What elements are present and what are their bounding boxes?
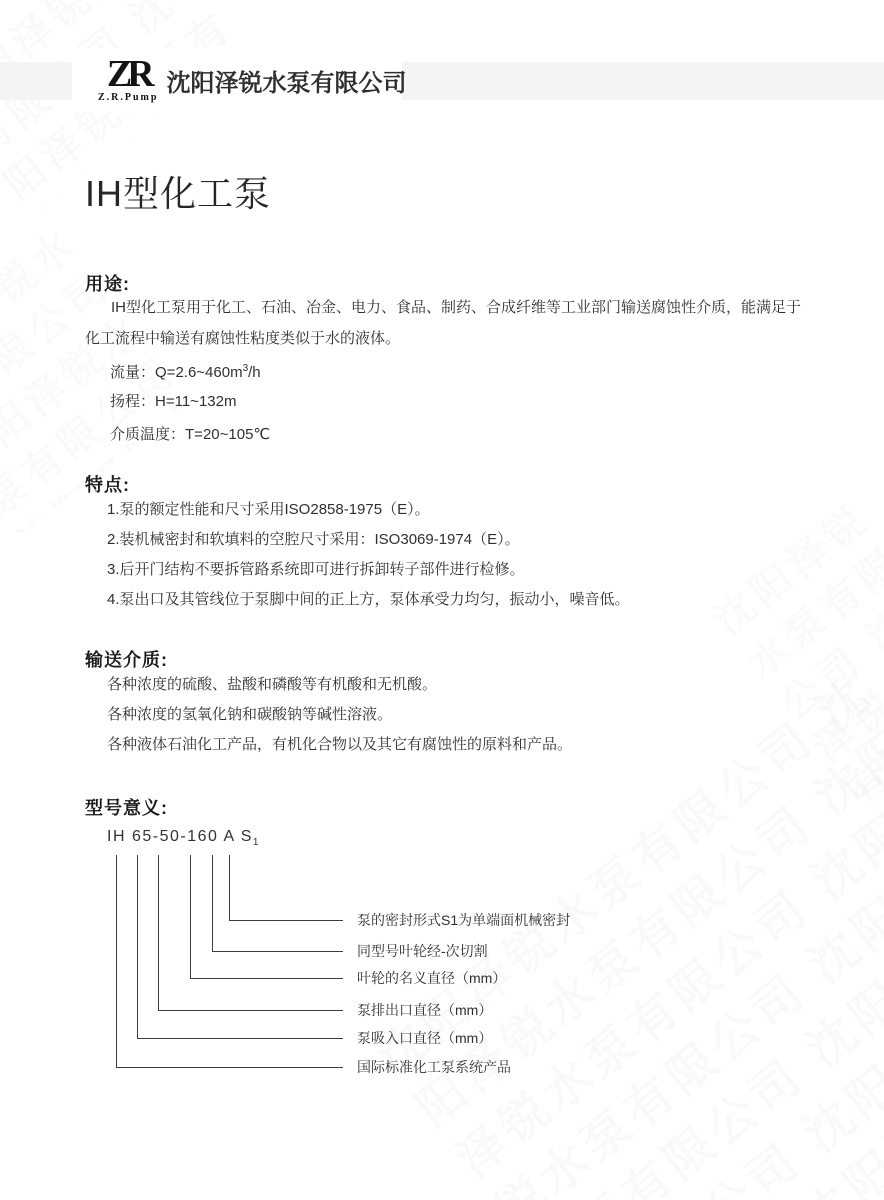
spec-flow-value: Q=2.6~460m [155,364,243,381]
spec-flow-exponent: 3 [242,363,249,374]
spec-flow [110,352,270,385]
company-name: 沈阳泽锐水泵有限公司 [166,69,407,97]
media-list [107,670,572,760]
spec-temperature-value: T=20~105℃ [185,426,271,443]
diagram-label-50: 泵排出口直径（mm） [357,1002,493,1018]
diagram-label-a: 同型号叶轮经-次切割 [357,943,488,959]
feature-item: 3.后开门结构不要拆管路系统即可进行拆卸转子部件进行检修。 [107,561,525,578]
diagram-label-65: 泵吸入口直径（mm） [357,1030,493,1046]
media-item: 各种液体石油化工产品，有机化合物以及其它有腐蚀性的原料和产品。 [107,736,573,753]
spec-flow-label: 流量： [110,364,156,381]
watermark-right-edge [703,470,884,810]
spec-flow-unit: /h [248,364,261,381]
model-code-main: IH 65-50-160 A S [107,828,253,845]
feature-item: 4.泵出口及其管线位于泵脚中间的正上方，泵体承受力均匀，振动小，噪音低。 [107,591,630,608]
feature-list [107,495,630,615]
spec-head [110,385,270,418]
usage-paragraph: IH型化工泵用于化工、石油、冶金、电力、食品、制药、合成纤维等工业部门输送腐蚀性介质，能满足于化工流程中输送有腐蚀性粘度类似于水的液体。 [85,299,802,347]
spec-head-value: H=11~132m [155,393,237,410]
spec-temperature [110,418,270,451]
media-item: 各种浓度的硫酸、盐酸和磷酸等有机酸和无机酸。 [107,676,438,693]
diagram-label-s1: 泵的密封形式S1为单端面机械密封 [357,912,571,928]
diagram-line-s1 [229,855,343,921]
section-heading-model: 型号意义: [85,798,168,818]
spec-temperature-label: 介质温度： [110,426,186,443]
diagram-label-ih: 国际标准化工泵系统产品 [357,1059,511,1075]
diagram-label-160: 叶轮的名义直径（mm） [357,970,507,986]
section-heading-media: 输送介质: [85,650,168,670]
spec-head-label: 扬程： [110,393,156,410]
company-logo [98,53,159,103]
logo-subtext: Z.R.Pump [98,92,159,103]
logo-zr-monogram: ZR [106,53,150,95]
header-logo-area [72,48,407,112]
page-title: IH型化工泵 [85,173,272,214]
model-code-subscript: 1 [252,837,259,849]
feature-item: 2.装机械密封和软填料的空腔尺寸采用：ISO3069-1974（E）。 [107,531,520,548]
media-item: 各种浓度的氢氧化钠和碳酸钠等碱性溶液。 [107,706,393,723]
model-code [107,828,258,848]
feature-item: 1.泵的额定性能和尺寸采用ISO2858-1975（E）。 [107,501,430,518]
section-heading-features: 特点: [85,475,130,495]
spec-list [110,352,270,451]
section-heading-usage: 用途: [85,274,130,294]
